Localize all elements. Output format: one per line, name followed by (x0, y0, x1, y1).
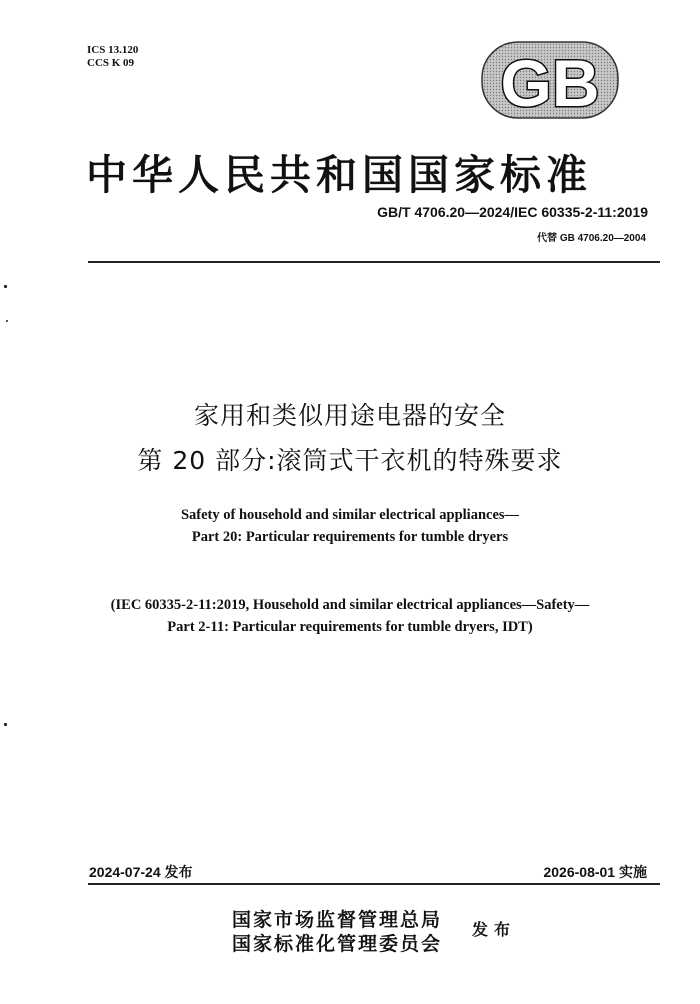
publish-label: 发布 (472, 920, 517, 939)
iec-reference-line-2: Part 2-11: Particular requirements for tumble dryers, IDT) (167, 619, 533, 635)
ccs-code: CCS K 09 (87, 57, 135, 69)
classification-codes (87, 44, 138, 70)
english-title-line-1: Safety of household and similar electrical appliances— (180, 507, 520, 523)
issuer-sac: 国家标准化管理委员会 (232, 933, 443, 955)
gb-logo (480, 40, 620, 120)
chinese-title-line-2: 第 20 部分:滚筒式干衣机的特殊要求 (137, 446, 563, 475)
issuer-samr: 国家市场监督管理总局 (232, 909, 443, 931)
chinese-title-line-1: 家用和类似用途电器的安全 (193, 401, 506, 430)
standard-number: GB/T 4706.20—2024/IEC 60335-2-11:2019 (377, 204, 648, 220)
implementation-date: 2026-08-01 实施 (543, 864, 647, 880)
issue-date: 2024-07-24 发布 (89, 864, 193, 880)
scan-mark (4, 723, 7, 726)
scan-mark (4, 285, 7, 288)
header-divider (88, 261, 660, 263)
replaces-note: 代替 GB 4706.20—2004 (537, 233, 646, 244)
iec-reference-line-1: (IEC 60335-2-11:2019, Household and similar electrical appliances—Safety— (110, 597, 590, 613)
english-title-line-2: Part 20: Particular requirements for tumble dryers (191, 529, 509, 545)
national-standard-title: 中华人民共和国国家标准 (86, 151, 592, 199)
scan-mark (6, 320, 8, 322)
ics-code: ICS 13.120 (87, 44, 139, 56)
gb-logo-text: GB (500, 46, 600, 120)
footer-divider (88, 883, 660, 885)
